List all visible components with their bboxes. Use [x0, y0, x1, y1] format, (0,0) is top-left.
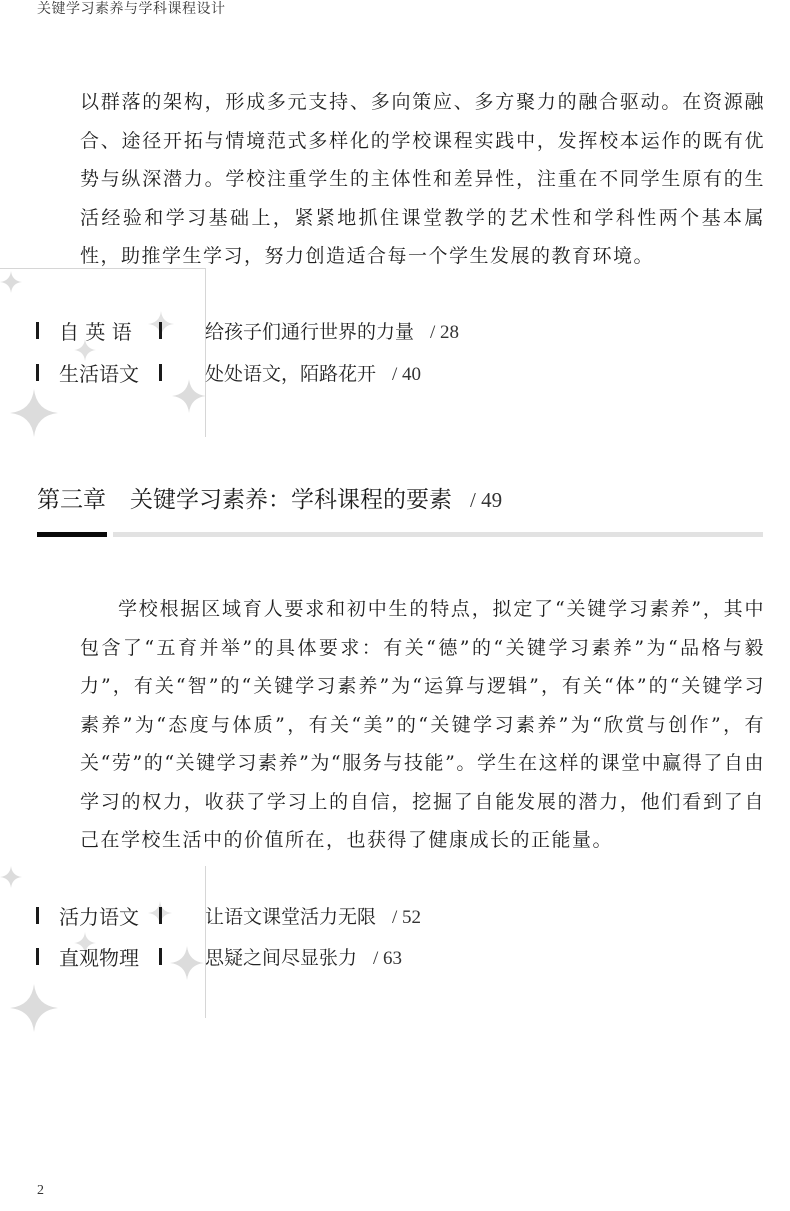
- paragraph-text: 学校根据区域育人要求和初中生的特点，拟定了“关键学习素养”，其中包含了“五育并举”的具体要求：有关“德”的“关键学习素养”为“品格与毅力”，有关“智”的“关键学习素养”为“运算与逻辑”，有关“体”的“关键学习素养”为“态度与体质”，有关“美”的“关键学习素养”为“欣赏与创作”，有关“劳”的“关键学习素养”为“服务与技能”。学生在这样的课堂中赢得了自由学习的权力，收获了学习上的自信，挖掘了自能发展的潜力，他们看到了自己在学校生活中的价值所在，也获得了健康成长的正能量。: [80, 598, 765, 851]
- toc-subject: 生活语文: [59, 362, 139, 386]
- sparkle-icon: [172, 379, 206, 413]
- bar-marker-icon: [159, 364, 162, 381]
- body-paragraph-2: [80, 590, 765, 860]
- bar-marker-icon: [36, 948, 39, 965]
- sparkle-icon: [0, 866, 22, 888]
- sparkle-icon: [10, 984, 58, 1032]
- chapter-heading[interactable]: [37, 485, 502, 515]
- toc-subject: 活力语文: [59, 905, 139, 929]
- toc-page-number: / 40: [392, 364, 422, 385]
- body-paragraph-1: [80, 83, 765, 276]
- toc-title-row: [205, 943, 402, 970]
- bar-marker-icon: [159, 322, 162, 339]
- bar-marker-icon: [36, 364, 39, 381]
- toc-page-number: / 63: [373, 948, 403, 969]
- toc-title: 给孩子们通行世界的力量: [205, 321, 415, 343]
- sparkle-icon: [0, 271, 22, 293]
- chapter-rule: [113, 532, 763, 537]
- chapter-number: 第三章: [37, 487, 106, 513]
- toc-title: 让语文课堂活力无限: [205, 906, 377, 928]
- toc-page-number: / 52: [392, 907, 422, 928]
- toc-decor-box-1: [0, 268, 206, 437]
- page-number: 2: [37, 1183, 44, 1198]
- bar-marker-icon: [36, 907, 39, 924]
- running-head: 关键学习素养与学科课程设计: [37, 1, 226, 17]
- chapter-title: 关键学习素养：学科课程的要素: [130, 487, 452, 513]
- bar-marker-icon: [36, 322, 39, 339]
- toc-title: 处处语文，陌路花开: [205, 363, 377, 385]
- bar-marker-icon: [159, 948, 162, 965]
- chapter-rule-accent: [37, 532, 107, 537]
- toc-subject: 自 英 语: [59, 320, 132, 344]
- toc-title: 思疑之间尽显张力: [205, 947, 358, 969]
- toc-title-row: [205, 902, 421, 929]
- sparkle-icon: [10, 389, 58, 437]
- toc-title-row: [205, 359, 421, 386]
- toc-subject: 直观物理: [59, 946, 139, 970]
- toc-page-number: / 28: [430, 322, 460, 343]
- toc-title-row: [205, 317, 459, 344]
- chapter-page-number: / 49: [470, 488, 503, 512]
- paragraph-text: 以群落的架构，形成多元支持、多向策应、多方聚力的融合驱动。在资源融合、途径开拓与情境范式多样化的学校课程实践中，发挥校本运作的既有优势与纵深潜力。学校注重学生的主体性和差异性，注重在不同学生原有的生活经验和学习基础上，紧紧地抓住课堂教学的艺术性和学科性两个基本属性，助推学生学习，努力创造适合每一个学生发展的教育环境。: [80, 91, 765, 267]
- sparkle-icon: [170, 946, 204, 980]
- bar-marker-icon: [159, 907, 162, 924]
